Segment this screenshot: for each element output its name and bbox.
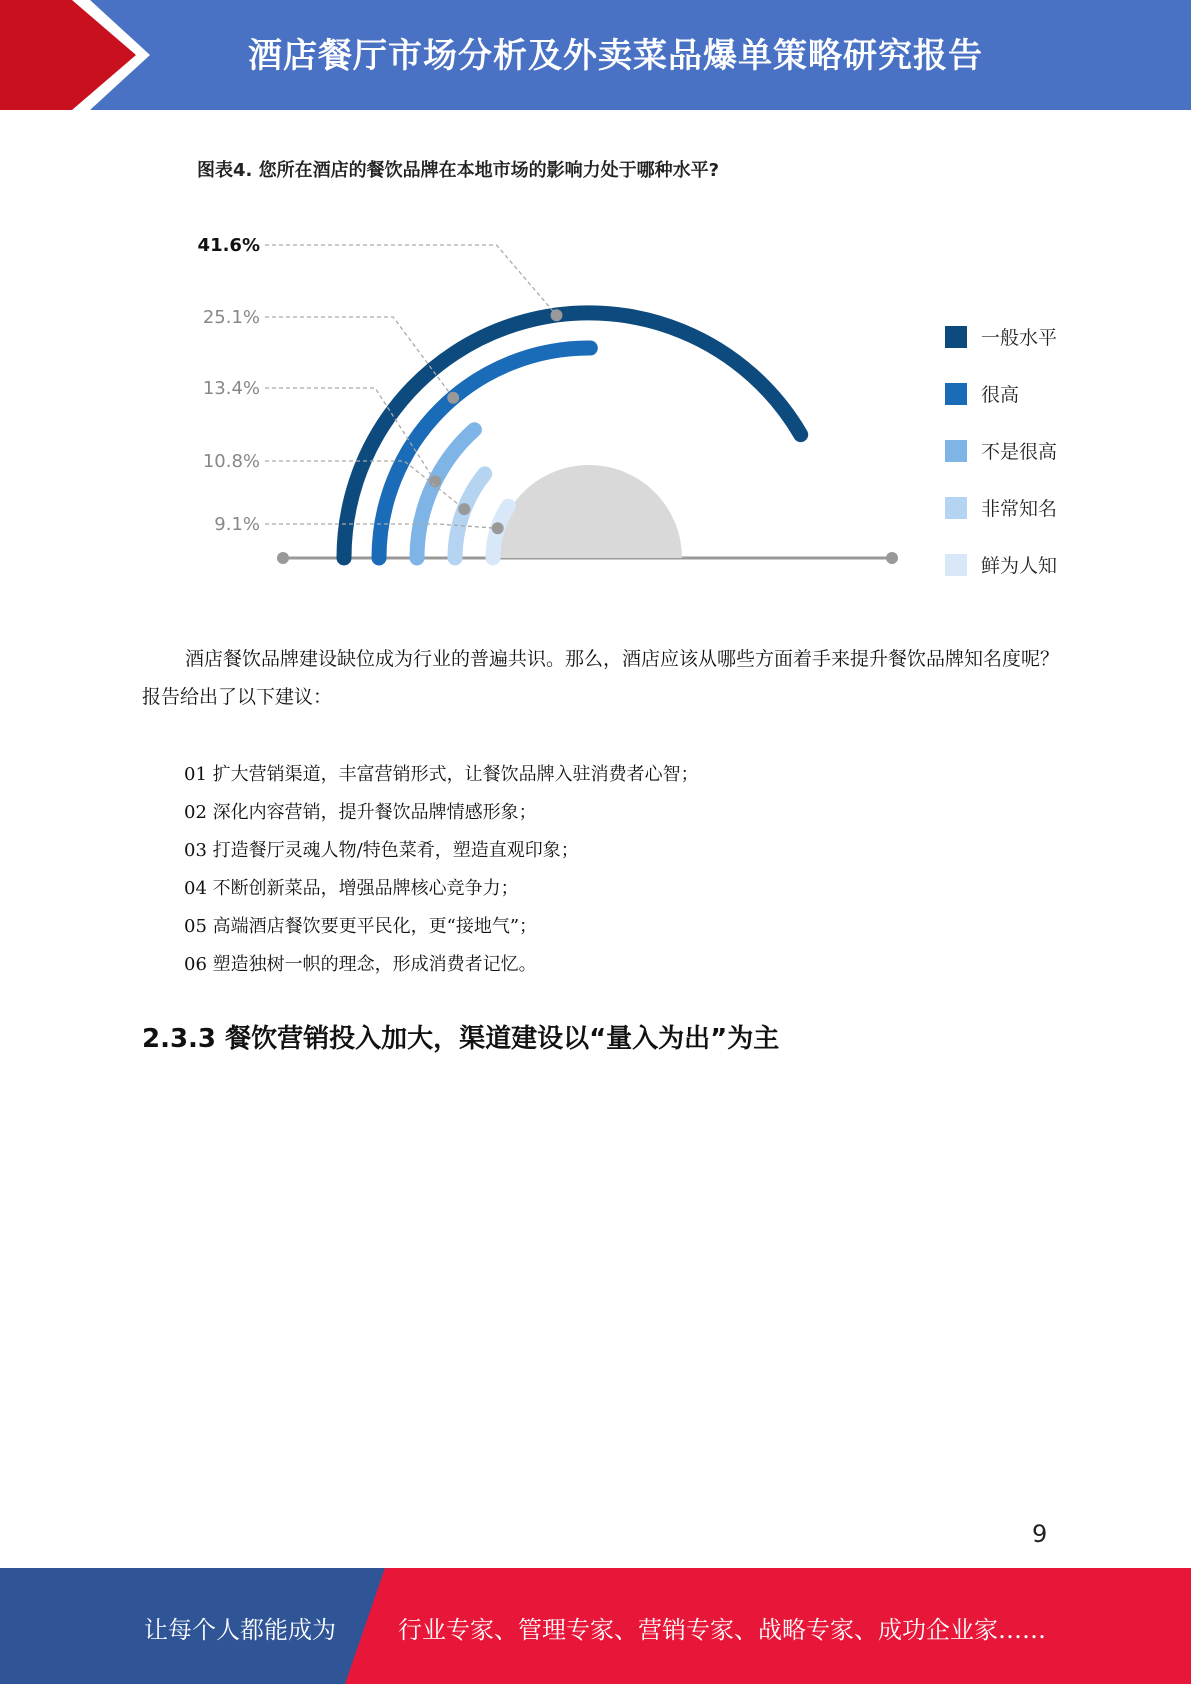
list-item: 04 不断创新菜品，增强品牌核心竞争力；: [184, 878, 519, 899]
value-label: 13.4%: [202, 378, 260, 399]
legend-item: [945, 308, 1057, 365]
legend-item: [945, 536, 1057, 593]
legend-label: 一般水平: [981, 327, 1058, 349]
report-title: 酒店餐厅市场分析及外卖菜品爆单策略研究报告: [248, 36, 983, 76]
legend-item: [945, 479, 1057, 536]
legend-item: [945, 422, 1057, 479]
chart-legend: [945, 308, 1057, 593]
list-item: 06 塑造独树一帜的理念，形成消费者记忆。: [184, 954, 537, 975]
page-footer: [0, 1568, 1191, 1684]
leader-point: [458, 503, 470, 515]
value-label: 10.8%: [202, 451, 260, 472]
list-item: 05 高端酒店餐饮要更平民化，更“接地气”；: [184, 916, 538, 937]
value-label: 9.1%: [214, 514, 260, 535]
baseline-endpoint: [277, 552, 289, 564]
list-item: 02 深化内容营销，提升餐饮品牌情感形象；: [184, 802, 537, 823]
footer-slogan-right: 行业专家、管理专家、营销专家、战略专家、成功企业家……: [398, 1616, 1046, 1644]
legend-swatch: [945, 554, 967, 576]
page-header: [0, 0, 1191, 110]
legend-swatch: [945, 497, 967, 519]
page-number: 9: [1032, 1520, 1048, 1548]
suggestion-list: [184, 756, 699, 984]
legend-label: 很高: [981, 384, 1020, 406]
arc-bar: [455, 474, 485, 558]
baseline-endpoint: [886, 552, 898, 564]
value-label: 25.1%: [202, 307, 260, 328]
legend-label: 不是很高: [981, 441, 1058, 463]
list-item: 01 扩大营销渠道，丰富营销形式，让餐饮品牌入驻消费者心智；: [184, 764, 699, 785]
leader-point: [551, 309, 563, 321]
chart-title: 图表4. 您所在酒店的餐饮品牌在本地市场的影响力处于哪种水平?: [197, 160, 720, 181]
paragraph-text: 酒店餐饮品牌建设缺位成为行业的普遍共识。那么，酒店应该从哪些方面着手来提升餐饮品牌知名度呢？报告给出了以下建议：: [142, 648, 1060, 708]
value-label: 41.6%: [197, 235, 260, 256]
center-semicircle: [496, 465, 682, 558]
leader-line: [265, 245, 557, 315]
leader-point: [447, 392, 459, 404]
leader-point: [492, 522, 504, 534]
section-heading: 2.3.3 餐饮营销投入加大，渠道建设以“量入为出”为主: [142, 1024, 780, 1054]
legend-swatch: [945, 440, 967, 462]
footer-slogan-left: 让每个人都能成为: [144, 1616, 336, 1644]
intro-paragraph: [142, 640, 1062, 716]
legend-item: [945, 365, 1057, 422]
legend-swatch: [945, 326, 967, 348]
legend-label: 鲜为人知: [981, 555, 1058, 577]
legend-swatch: [945, 383, 967, 405]
legend-label: 非常知名: [981, 498, 1058, 520]
list-item: 03 打造餐厅灵魂人物/特色菜肴，塑造直观印象；: [184, 840, 579, 861]
